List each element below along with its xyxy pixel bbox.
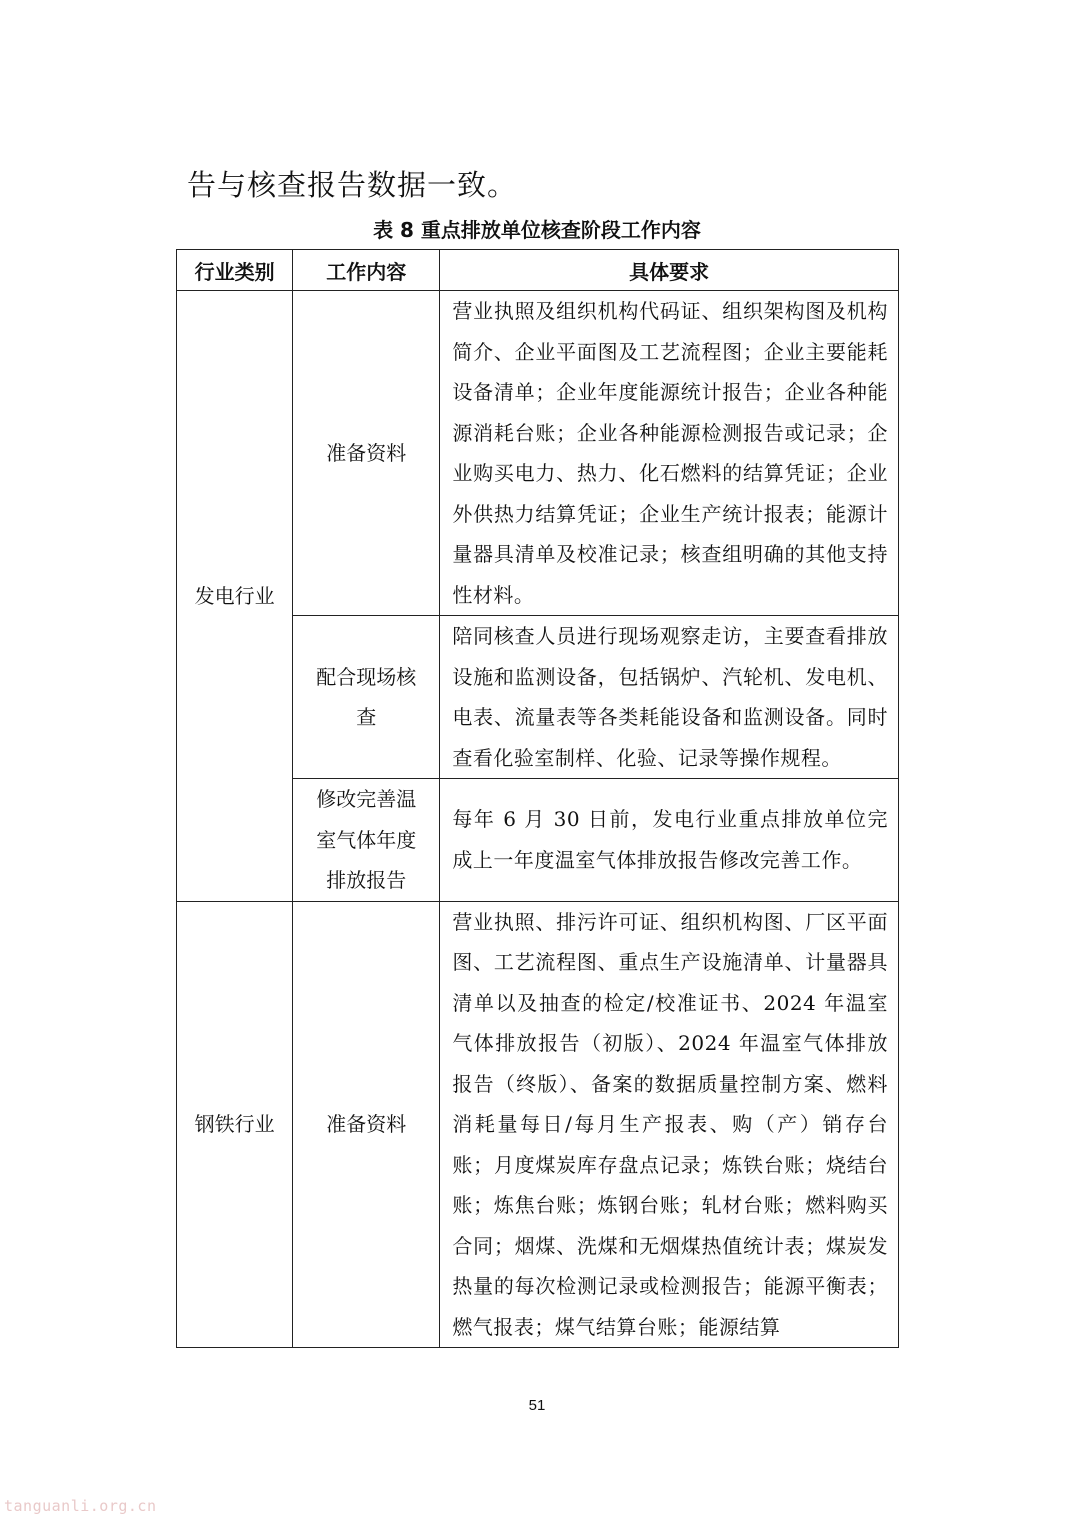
category-label: 钢铁行业 [194, 1112, 275, 1136]
requirement-text: 陪同核查人员进行现场观察走访，主要查看排放设施和监测设备，包括锅炉、汽轮机、发电机、电表、流量表等各类耗能设备和监测设备。同时查看化验室制样、化验、记录等操作规程。 [452, 624, 888, 770]
requirement-cell [440, 291, 899, 616]
category-cell [177, 291, 293, 902]
requirement-cell [440, 616, 899, 779]
requirement-cell [440, 901, 899, 1348]
task-label: 准备资料 [326, 1112, 407, 1136]
category-label: 发电行业 [194, 583, 275, 608]
task-label: 准备资料 [326, 440, 407, 465]
requirement-text: 每年 6 月 30 日前，发电行业重点排放单位完成上一年度温室气体排放报告修改完善工作。 [452, 807, 888, 872]
task-cell [293, 616, 440, 779]
work-content-table [176, 249, 899, 1348]
task-label: 配合现场核查 [316, 664, 417, 729]
requirement-text: 营业执照、排污许可证、组织机构图、厂区平面图、工艺流程图、重点生产设施清单、计量器具清单以及抽查的检定/校准证书、2024 年温室气体排放报告（初版）、2024 年温室气体排放报告（终版）、备案的数据质量控制方案、燃料消耗量每日/每月生产报表、购（产）销存台账；月度煤炭库存盘点记录；炼铁台账；烧结台账；炼焦台账；炼钢台账；轧材台账；燃料购买合同；烟煤、洗煤和无烟煤热值统计表；煤炭发热量的每次检测记录或检测报告；能源平衡表；燃气报表；煤气结算台账；能源结算 [452, 909, 888, 1339]
watermark: tanguanli.org.cn [4, 1497, 157, 1515]
table-header-row [177, 250, 899, 291]
intro-text: 告与核查报告数据一致。 [187, 168, 518, 202]
task-label: 修改完善温室气体年度排放报告 [316, 787, 417, 892]
table-row [177, 901, 899, 1348]
task-cell [293, 779, 440, 902]
task-cell [293, 291, 440, 616]
table-row [177, 291, 899, 616]
header-category: 行业类别 [177, 250, 293, 291]
header-requirement: 具体要求 [440, 250, 899, 291]
header-task: 工作内容 [293, 250, 440, 291]
requirement-text: 营业执照及组织机构代码证、组织架构图及机构简介、企业平面图及工艺流程图；企业主要能耗设备清单；企业年度能源统计报告；企业各种能源消耗台账；企业各种能源检测报告或记录；企业购买电力、热力、化石燃料的结算凭证；企业外供热力结算凭证；企业生产统计报表；能源计量器具清单及校准记录；核查组明确的其他支持性材料。 [452, 299, 888, 607]
category-cell [177, 901, 293, 1348]
page-number: 51 [528, 1397, 546, 1414]
task-cell [293, 901, 440, 1348]
table-caption: 表 8 重点排放单位核查阶段工作内容 [373, 218, 701, 242]
requirement-cell [440, 779, 899, 902]
